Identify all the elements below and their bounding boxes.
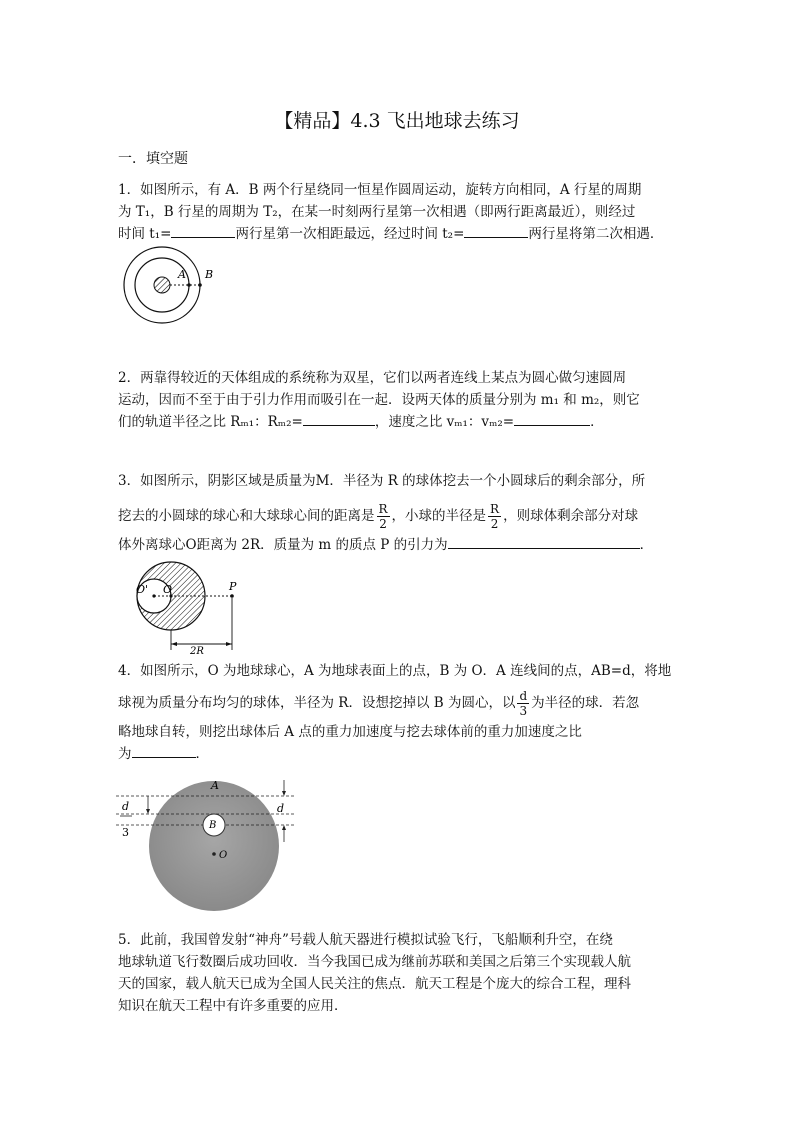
q4-line-1: 4．如图所示，O 为地球球心，A 为地球表面上的点，B 为 O．A 连线间的点，AB=d，将地	[118, 663, 672, 679]
q4-line-3: 略地球自转，则挖出球体后 A 点的重力加速度与挖去球体前的重力加速度之比	[118, 724, 582, 740]
planet-b	[198, 283, 202, 287]
center-o	[212, 852, 216, 856]
q1-line-2: 为 T₁，B 行星的周期为 T₂，在某一时刻两行星第一次相遇（即两行距离最近），则经过	[118, 204, 636, 220]
star	[154, 277, 170, 293]
q1-text-a: 时间 t₁=	[118, 226, 172, 242]
label-o: O	[219, 850, 228, 861]
q1-text-b: 两行星第一次相距最远，经过时间 t₂=	[235, 226, 465, 242]
q3-text-b: ，小球的半径是	[391, 508, 487, 524]
q4-line-4	[118, 743, 209, 765]
q3-line-2	[118, 498, 638, 534]
q5-line-1: 5．此前，我国曾发射“神舟”号载人航天器进行模拟试验飞行，飞船顺利升空，在绕	[118, 932, 613, 948]
point-p	[230, 594, 234, 598]
page-title: 【精品】4.3 飞出地球去练习	[274, 110, 520, 132]
q5-line-3: 天的国家，载人航天已成为全国人民关注的焦点．航天工程是个庞大的综合工程，理科	[118, 976, 631, 992]
q2-line-1: 2．两靠得较近的天体组成的系统称为双星，它们以两者连线上某点为圆心做匀速圆周	[118, 370, 627, 386]
q3-blank-force[interactable]	[448, 534, 640, 549]
q1-text-c: 两行星将第二次相遇．	[528, 226, 664, 242]
q3-text-c: ，则球体剩余部分对球	[503, 508, 639, 524]
label-o-prime: O'	[136, 583, 149, 596]
q3-fraction-distance: $\frac{R}{2}$	[378, 502, 388, 531]
q1-blank-t2[interactable]	[464, 223, 528, 238]
q3-text-a: 挖去的小圆球的球心和大球球心间的距离是	[118, 508, 375, 524]
q2-line-3	[118, 411, 604, 433]
q1-orbit-figure	[118, 245, 214, 327]
q2-text-a: 们的轨道半径之比 Rₘ₁：Rₘ₂=	[118, 414, 303, 430]
q4-text-d: ．	[195, 746, 209, 762]
label-three: 3	[122, 826, 129, 839]
label-a: A	[211, 779, 219, 792]
q3-fraction-radius: $\frac{R}{2}$	[490, 502, 500, 531]
q2-text-b: ，速度之比 vₘ₁：vₘ₂=	[374, 414, 515, 430]
q3-line-3	[118, 534, 653, 556]
q2-blank-radius[interactable]	[303, 411, 375, 426]
q1-line-1: 1．如图所示，有 A．B 两个行星绕同一恒星作圆周运动，旋转方向相同，A 行星的周期	[118, 182, 642, 198]
label-d-left: d	[122, 800, 130, 813]
q4-fraction-radius: $\frac{d}{3}$	[519, 689, 528, 718]
q4-text-a: 球视为质量分布均匀的球体，半径为 R．设想挖掉以 B 为圆心，以	[118, 695, 516, 711]
planet-a	[187, 283, 191, 287]
q3-sphere-figure	[116, 560, 244, 656]
label-d-right: d	[277, 802, 285, 815]
q4-text-c: 为	[118, 746, 132, 762]
label-p: P	[229, 580, 237, 593]
label-b: B	[209, 820, 217, 831]
q4-earth-figure	[116, 776, 296, 914]
q3-line-1: 3．如图所示，阴影区域是质量为M．半径为 R 的球体挖去一个小圆球后的剩余部分，所	[118, 473, 646, 489]
q5-line-4: 知识在航天工程中有许多重要的应用．	[118, 998, 348, 1014]
q4-line-2	[118, 686, 639, 720]
q1-line-3	[118, 223, 663, 245]
q4-blank-ratio[interactable]	[132, 743, 196, 758]
q3-text-e: ．	[639, 537, 654, 553]
label-2r: 2R	[190, 646, 204, 657]
label-b: B	[205, 268, 214, 281]
label-o: O	[163, 583, 173, 596]
q5-line-2: 地球轨道飞行数圈后成功回收．当今我国已成为继前苏联和美国之后第三个实现载人航	[118, 954, 631, 970]
q2-line-2: 运动，因而不至于由于引力作用而吸引在一起．设两天体的质量分别为 m₁ 和 m₂，则它	[118, 392, 640, 408]
q2-text-c: ．	[590, 414, 604, 430]
section-heading: 一．填空题	[118, 151, 188, 167]
q3-text-d: 体外离球心O距离为 2R．质量为 m 的质点 P 的引力为	[118, 537, 448, 553]
q1-blank-t1[interactable]	[171, 223, 235, 238]
earth-sphere	[149, 781, 279, 911]
q2-blank-speed[interactable]	[514, 411, 590, 426]
label-a: A	[178, 268, 186, 281]
q4-text-b: 为半径的球．若忽	[531, 695, 640, 711]
